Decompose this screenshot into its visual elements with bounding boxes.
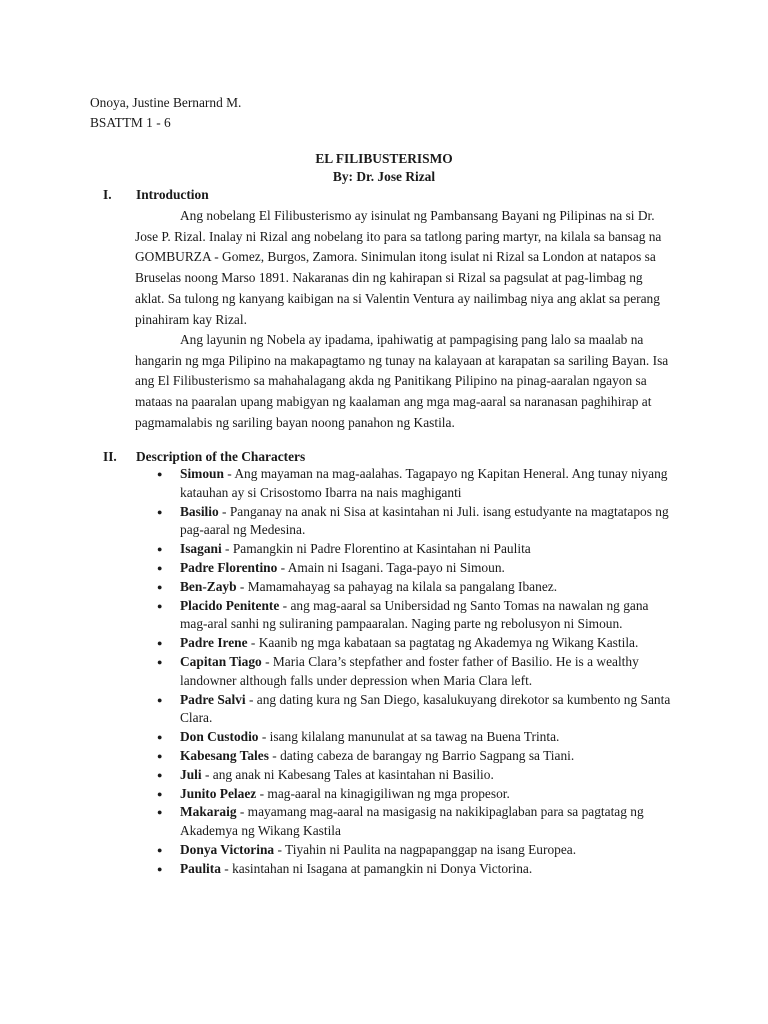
character-name: Juli: [180, 766, 202, 782]
bullet-icon: ●: [157, 469, 163, 479]
character-item: [157, 634, 677, 653]
intro-paragraph-2: Ang layunin ng Nobela ay ipadama, ipahiwatig at pampagising pang lalo sa maalab na hangarin ng mga Pilipino na makapagtamo ng tunay na kalayaan at karapatan sa sariling Bayan. Isa ang El Filibusterismo sa mahahalagang akda ng Panitikang Pilipino na pinag-aaralan ngayon sa mataas na paaralan upang mabigyan ng kaalaman ang mga mag-aaral sa naranasan paghihirap at pagmamalabis ng sariling bayan noong panahon ng Kastila.: [135, 332, 669, 430]
character-item: [157, 503, 677, 541]
character-description: - Panganay na anak ni Sisa at kasintahan ni Juli. isang estudyante na magtatapos ng pag-aaral ng Medesina.: [180, 503, 669, 538]
character-item: [157, 785, 677, 804]
bullet-icon: ●: [157, 562, 163, 573]
character-description: - ang mag-aaral sa Unibersidad ng Santo Tomas na nawalan ng gana mag-aral sanhi ng suliraning pampaaralan. Naging parte ng rebolusyon ni Simoun.: [180, 597, 649, 632]
character-name: Padre Irene: [180, 635, 248, 651]
character-name: Isagani: [180, 541, 222, 557]
character-description: - Maria Clara’s stepfather and foster father of Basilio. He is a wealthy landowner although falls under depression when Maria Clara left.: [180, 653, 639, 688]
character-name: Padre Salvi: [180, 691, 246, 707]
character-item: [157, 597, 677, 635]
character-name: Capitan Tiago: [180, 653, 262, 669]
character-name: Makaraig: [180, 804, 237, 820]
document-title: EL FILIBUSTERISMO: [315, 151, 453, 166]
character-description: - Ang mayaman na mag-aalahas. Tagapayo ng Kapitan Heneral. Ang tunay niyang katauhan ay si Crisostomo Ibarra na nais maghiganti: [180, 466, 668, 500]
character-description: - ang anak ni Kabesang Tales at kasintahan ni Basilio.: [201, 766, 494, 782]
bullet-icon: ●: [157, 732, 163, 743]
character-description: - mag-aaral na kinagigiliwan ng mga propesor.: [256, 785, 510, 801]
character-name: Kabesang Tales: [180, 747, 269, 763]
character-name: Junito Pelaez: [180, 785, 257, 801]
character-description: - Kaanib ng mga kabataan sa pagtatag ng Akademya ng Wikang Kastila.: [247, 635, 639, 651]
character-description: - Pamangkin ni Padre Florentino at Kasintahan ni Paulita: [221, 541, 531, 557]
character-item: [157, 559, 677, 578]
section-heading-introduction: [103, 186, 209, 204]
author-course: BSATTM 1 - 6: [90, 115, 171, 130]
author-name: Onoya, Justine Bernarnd M.: [90, 95, 242, 110]
character-item: [157, 860, 677, 879]
character-item: [157, 465, 677, 503]
character-name: Padre Florentino: [180, 559, 278, 575]
section-heading-characters: [103, 448, 305, 466]
bullet-icon: ●: [157, 788, 163, 799]
character-name: Donya Victorina: [180, 841, 275, 857]
bullet-icon: ●: [157, 863, 163, 874]
character-item: [157, 578, 677, 597]
character-name: Don Custodio: [180, 729, 259, 745]
character-name: Basilio: [180, 503, 219, 519]
bullet-icon: ●: [157, 750, 163, 761]
character-item: [157, 653, 677, 691]
character-item: [157, 540, 677, 559]
document-byline: By: Dr. Jose Rizal: [332, 169, 436, 184]
bullet-icon: ●: [157, 600, 163, 611]
character-description: - ang dating kura ng San Diego, kasalukuyang direkotor sa kumbento ng Santa Clara.: [180, 691, 671, 726]
character-name: Simoun: [180, 466, 224, 481]
character-item: [157, 691, 677, 729]
author-block: [90, 93, 241, 133]
bullet-icon: ●: [157, 544, 163, 555]
bullet-icon: ●: [157, 769, 163, 780]
section-number: I.: [103, 187, 112, 202]
character-item: [157, 747, 677, 766]
character-description: - Tiyahin ni Paulita na nagpapanggap na isang Europea.: [274, 841, 577, 857]
character-item: [157, 803, 677, 841]
character-list: [157, 465, 677, 879]
character-description: - isang kilalang manunulat at sa tawag na Buena Trinta.: [258, 729, 560, 745]
bullet-icon: ●: [157, 807, 163, 818]
section-number: II.: [103, 449, 117, 464]
bullet-icon: ●: [157, 506, 163, 517]
bullet-icon: ●: [157, 656, 163, 667]
character-description: - Amain ni Isagani. Taga-payo ni Simoun.: [277, 559, 505, 575]
character-item: [157, 728, 677, 747]
character-name: Paulita: [180, 860, 221, 876]
character-name: Placido Penitente: [180, 597, 280, 613]
character-name: Ben-Zayb: [180, 578, 237, 594]
section-title: Description of the Characters: [136, 449, 306, 464]
character-description: - mayamang mag-aaral na masigasig na nakikipaglaban para sa pagtatag ng Akademya ng Wikang Kastila: [180, 804, 644, 839]
bullet-icon: ●: [157, 638, 163, 649]
intro-paragraph-1: Ang nobelang El Filibusterismo ay isinulat ng Pambansang Bayani ng Pilipinas na si Dr. Jose P. Rizal. Inalay ni Rizal ang nobelang ito para sa tatlong paring martyr, na kilala sa bansag na GOMBURZA - Gomez, Burgos, Zamora. Sinimulan itong isulat ni Rizal sa London at natapos sa Bruselas noong Marso 1891. Nakaranas din ng kahirapan si Rizal sa pagsulat at pag-limbag ng aklat. Sa tulong ng kanyang kaibigan na si Valentin Ventura ay nailimbag niya ang aklat sa perang pinahiram kay Rizal.: [135, 208, 662, 327]
bullet-icon: ●: [157, 581, 163, 592]
title-block: [0, 150, 768, 186]
character-description: - kasintahan ni Isagana at pamangkin ni Donya Victorina.: [220, 860, 533, 876]
bullet-icon: ●: [157, 844, 163, 855]
bullet-icon: ●: [157, 694, 163, 705]
character-description: - dating cabeza de barangay ng Barrio Sagpang sa Tiani.: [268, 747, 575, 763]
character-description: - Mamamahayag sa pahayag na kilala sa pangalang Ibanez.: [236, 578, 558, 594]
character-item: [157, 766, 677, 785]
character-item: [157, 841, 677, 860]
section-title: Introduction: [136, 187, 209, 202]
